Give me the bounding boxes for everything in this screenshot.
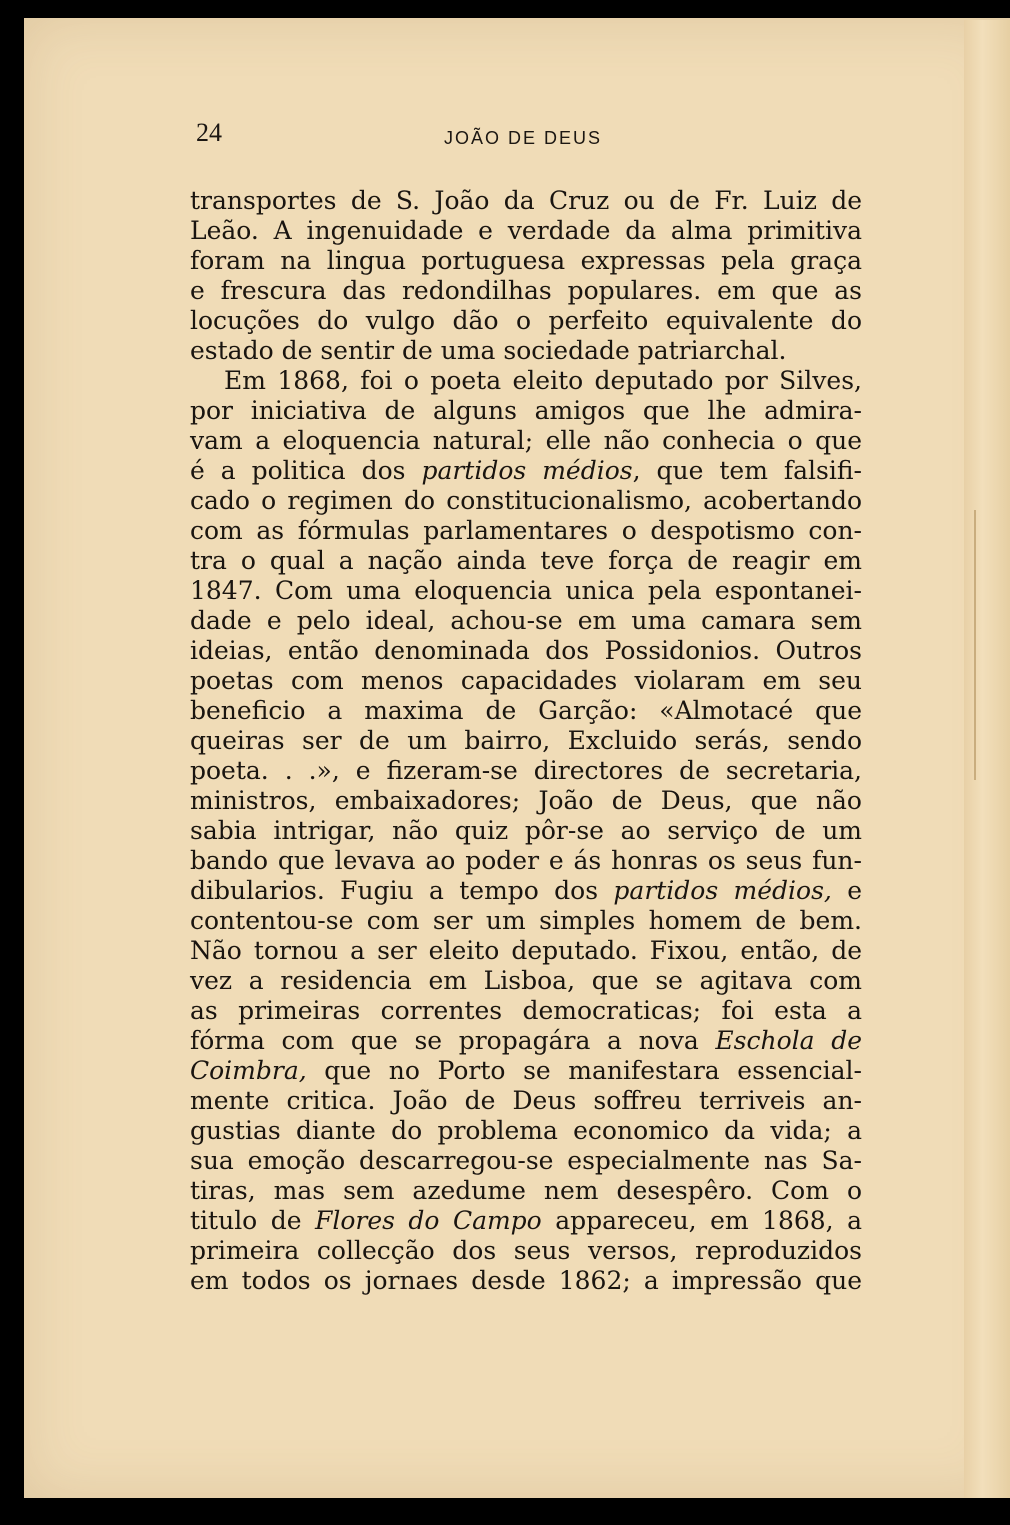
text-line: sabia intrigar, não quiz pôr-se ao serviço de um: [190, 816, 862, 845]
text-line: gustias diante do problema economico da vida; a: [190, 1116, 862, 1145]
running-head: JOÃO DE DEUS: [444, 128, 603, 148]
text-line: [190, 876, 862, 906]
text-line: sua emoção descarregou-se especialmente nas Sa-: [190, 1146, 862, 1175]
text-line: por iniciativa de alguns amigos que lhe admira-: [190, 396, 862, 425]
italic-phrase: partidos médios: [421, 456, 633, 485]
text-run: e: [831, 876, 862, 905]
text-line: Em 1868, foi o poeta eleito deputado por Silves,: [224, 366, 862, 395]
text-line: foram na lingua portuguesa expressas pela graça: [190, 246, 862, 275]
page-fold-edge: [964, 20, 1010, 1498]
italic-phrase: Eschola de: [715, 1026, 862, 1055]
text-line: ministros, embaixadores; João de Deus, que não: [190, 786, 862, 815]
text-line: poeta. . .», e fizeram-se directores de secretaria,: [190, 756, 862, 785]
text-line: queiras ser de um bairro, Excluido serás, sendo: [190, 726, 862, 755]
text-line: tra o qual a nação ainda teve força de reagir em: [190, 546, 862, 575]
text-line: Não tornou a ser eleito deputado. Fixou, então, de: [190, 936, 862, 965]
text-run: é a politica dos: [190, 456, 406, 485]
text-line: Leão. A ingenuidade e verdade da alma primitiva: [190, 216, 862, 245]
text-line: dade e pelo ideal, achou-se em uma camara sem: [190, 606, 862, 635]
text-line: [190, 1206, 862, 1236]
text-line: poetas com menos capacidades violaram em seu: [190, 666, 862, 695]
text-line: mente critica. João de Deus soffreu terriveis an-: [190, 1086, 862, 1115]
text-line: vez a residencia em Lisboa, que se agitava com: [190, 966, 862, 995]
text-line: [190, 1056, 862, 1086]
binding-thread: [974, 510, 976, 780]
text-line: e frescura das redondilhas populares. em que as: [190, 276, 862, 305]
text-line: transportes de S. João da Cruz ou de Fr. Luiz de: [190, 186, 862, 215]
italic-phrase: partidos médios,: [613, 876, 832, 905]
text-line: 1847. Com uma eloquencia unica pela espontanei-: [190, 576, 862, 605]
italic-phrase: Coimbra,: [190, 1056, 307, 1085]
text-run: fórma com que se propagára a nova: [190, 1026, 699, 1055]
text-line: primeira collecção dos seus versos, reproduzidos: [190, 1236, 862, 1265]
text-run: , que tem falsifi-: [632, 456, 862, 485]
text-line: beneficio a maxima de Garção: «Almotacé que: [190, 696, 862, 725]
text-line: contentou-se com ser um simples homem de bem.: [190, 906, 862, 935]
text-line: vam a eloquencia natural; elle não conhecia o que: [190, 426, 862, 455]
text-line: ideias, então denominada dos Possidonios. Outros: [190, 636, 862, 665]
text-line: as primeiras correntes democraticas; foi esta a: [190, 996, 862, 1025]
italic-phrase: Flores do Campo: [314, 1206, 542, 1235]
text-line: estado de sentir de uma sociedade patriarchal.: [190, 336, 787, 365]
text-line: [190, 456, 862, 486]
text-run: titulo de: [190, 1206, 302, 1235]
text-line: tiras, mas sem azedume nem desespêro. Com o: [190, 1176, 862, 1205]
text-run: appareceu, em 1868, a: [541, 1206, 863, 1235]
text-line: [190, 1026, 862, 1056]
page-number: 24: [196, 118, 222, 147]
text-run: dibularios. Fugiu a tempo dos: [190, 876, 599, 905]
text-line: bando que levava ao poder e ás honras os seus fun-: [190, 846, 862, 875]
text-line: locuções do vulgo dão o perfeito equivalente do: [190, 306, 862, 335]
text-run: que no Porto se manifestara essencial-: [306, 1056, 862, 1085]
text-line: em todos os jornaes desde 1862; a impressão que: [190, 1266, 862, 1295]
text-line: cado o regimen do constitucionalismo, acobertando: [190, 486, 862, 515]
text-line: com as fórmulas parlamentares o despotismo con-: [190, 516, 862, 545]
